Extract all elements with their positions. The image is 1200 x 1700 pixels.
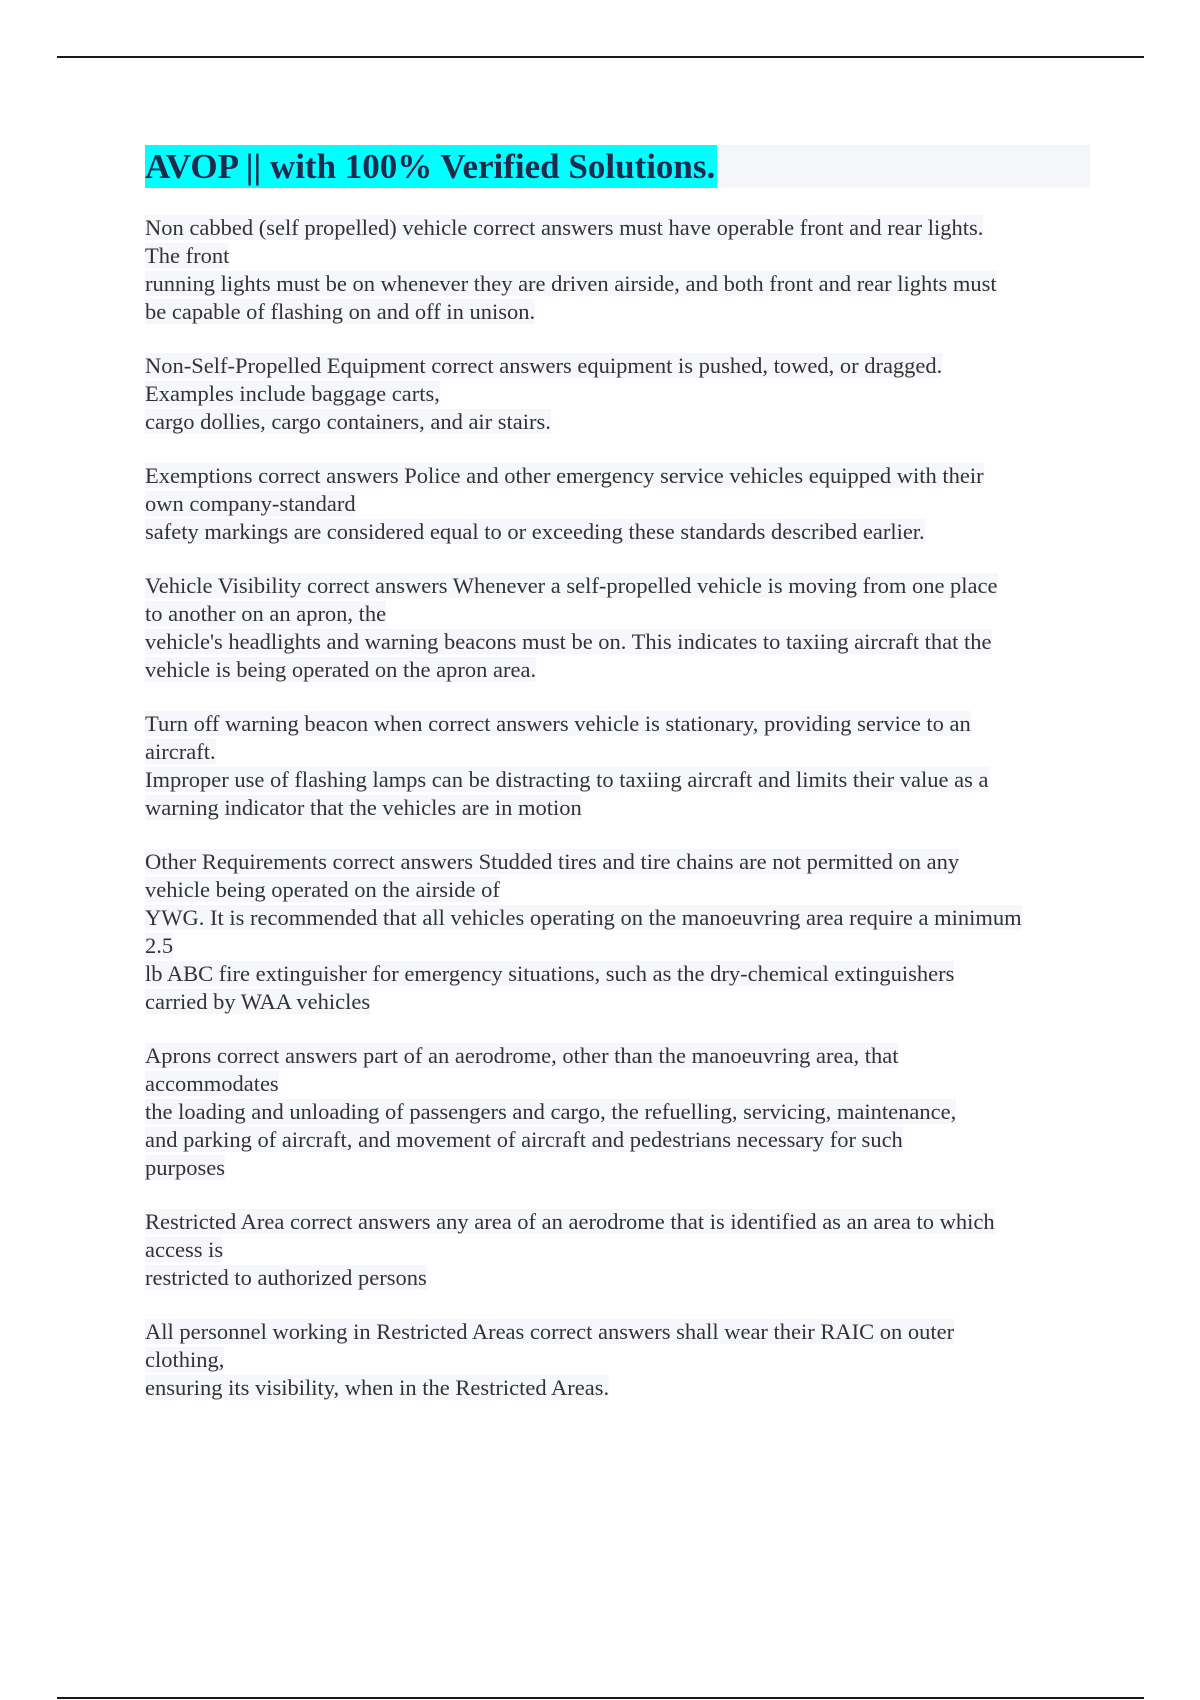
entry	[145, 572, 1090, 684]
entry	[145, 848, 1090, 1016]
entry	[145, 1318, 1090, 1402]
entry-line: Vehicle Visibility correct answers Whenever a self-propelled vehicle is moving from one place	[145, 573, 998, 598]
entry-line: cargo dollies, cargo containers, and air stairs.	[145, 409, 551, 434]
entry-line: The front	[145, 243, 230, 268]
entry-line: and parking of aircraft, and movement of aircraft and pedestrians necessary for such	[145, 1127, 903, 1152]
entry-line: lb ABC fire extinguisher for emergency situations, such as the dry-chemical extinguishers	[145, 961, 955, 986]
entry-line: YWG. It is recommended that all vehicles operating on the manoeuvring area require a minimum	[145, 905, 1022, 930]
entry-line: safety markings are considered equal to or exceeding these standards described earlier.	[145, 519, 925, 544]
document-title: AVOP || with 100% Verified Solutions.	[145, 147, 716, 186]
entry-line: Exemptions correct answers Police and other emergency service vehicles equipped with their	[145, 463, 984, 488]
entry-line: 2.5	[145, 933, 174, 958]
entry-line: Other Requirements correct answers Studded tires and tire chains are not permitted on any	[145, 849, 960, 874]
entry	[145, 214, 1090, 326]
footer-rule	[57, 1697, 1144, 1699]
entry	[145, 1042, 1090, 1182]
header-rule	[57, 56, 1144, 58]
entry-line: Restricted Area correct answers any area of an aerodrome that is identified as an area to which	[145, 1209, 995, 1234]
entry-line: the loading and unloading of passengers and cargo, the refuelling, servicing, maintenance,	[145, 1099, 957, 1124]
entry-line: ensuring its visibility, when in the Restricted Areas.	[145, 1375, 610, 1400]
entry-line: vehicle being operated on the airside of	[145, 877, 500, 902]
entry-line: running lights must be on whenever they are driven airside, and both front and rear lights must	[145, 271, 997, 296]
entry	[145, 710, 1090, 822]
entry-line: purposes	[145, 1155, 225, 1180]
entry-line: to another on an apron, the	[145, 601, 387, 626]
entry-line: Examples include baggage carts,	[145, 381, 440, 406]
entry-line: warning indicator that the vehicles are in motion	[145, 795, 582, 820]
entry-line: accommodates	[145, 1071, 279, 1096]
entry-line: Non-Self-Propelled Equipment correct answers equipment is pushed, towed, or dragged.	[145, 353, 943, 378]
document-body	[145, 145, 1090, 1428]
entry-line: restricted to authorized persons	[145, 1265, 427, 1290]
entry-line: carried by WAA vehicles	[145, 989, 371, 1014]
entry-line: own company-standard	[145, 491, 356, 516]
entry-line: access is	[145, 1237, 224, 1262]
entry-line: aircraft.	[145, 739, 216, 764]
entry-line: be capable of flashing on and off in unison.	[145, 299, 536, 324]
entry-line: vehicle's headlights and warning beacons must be on. This indicates to taxiing aircraft that the	[145, 629, 992, 654]
entry-line: Turn off warning beacon when correct answers vehicle is stationary, providing service to an	[145, 711, 971, 736]
entry-line: Non cabbed (self propelled) vehicle correct answers must have operable front and rear lights.	[145, 215, 984, 240]
entry	[145, 1208, 1090, 1292]
entry-line: vehicle is being operated on the apron area.	[145, 657, 537, 682]
entry	[145, 462, 1090, 546]
entry-list	[145, 214, 1090, 1402]
entry-line: All personnel working in Restricted Areas correct answers shall wear their RAIC on outer	[145, 1319, 955, 1344]
entry-line: Aprons correct answers part of an aerodrome, other than the manoeuvring area, that	[145, 1043, 899, 1068]
entry-line: Improper use of flashing lamps can be distracting to taxiing aircraft and limits their value as a	[145, 767, 989, 792]
entry	[145, 352, 1090, 436]
title-band	[145, 145, 1090, 188]
entry-line: clothing,	[145, 1347, 225, 1372]
